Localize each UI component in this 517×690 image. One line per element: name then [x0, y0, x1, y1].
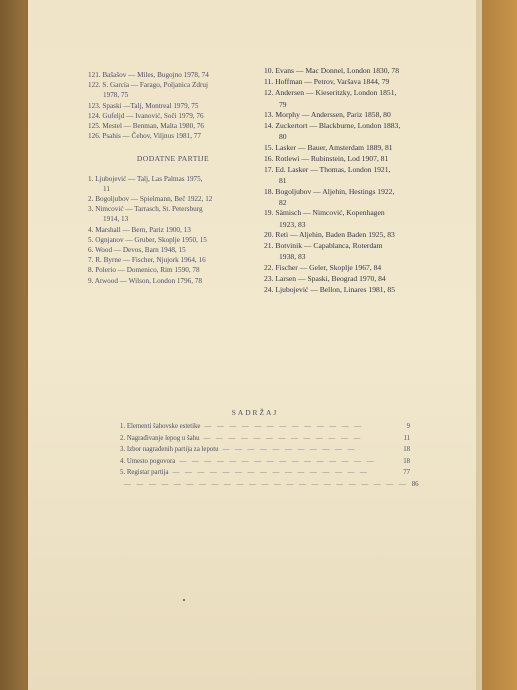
entry-text: Gufeljd — Ivanović, Soči 1979, 76	[102, 111, 204, 120]
game-entry	[88, 245, 258, 255]
entry-number: 1.	[88, 174, 94, 183]
entry-number: 10.	[264, 66, 274, 75]
game-entry	[264, 187, 450, 197]
entry-text: Larsen — Spaski, Beograd 1970, 84	[275, 274, 386, 284]
toc-item-number: 5.	[120, 469, 126, 477]
entry-continuation: 1938, 83	[279, 252, 306, 262]
game-entry	[88, 265, 258, 275]
toc-leader: — — — — — — — — — — — — — — — —	[172, 469, 369, 477]
entry-number: 18.	[264, 186, 274, 196]
toc-item-title: Umesto pogovora	[126, 457, 176, 465]
entry-number: 12.	[264, 88, 274, 98]
game-entry	[88, 204, 258, 214]
toc-item	[120, 480, 419, 493]
entry-text: Rotlewi — Rubinstein, Lod 1907, 81	[275, 154, 389, 164]
entry-text: Reti — Aljehin, Baden Baden 1925, 83	[275, 230, 395, 240]
desk-background-left	[0, 0, 30, 690]
entry-number: 6.	[88, 246, 94, 255]
game-entry	[264, 154, 450, 164]
game-entry	[88, 111, 258, 121]
toc-item-number: 1.	[120, 423, 126, 430]
game-entry	[88, 235, 258, 245]
game-entry	[88, 225, 258, 235]
toc-leader: — — — — — — — — — — — — —	[203, 434, 363, 442]
entry-number: 9.	[88, 276, 94, 285]
game-entry	[88, 255, 258, 265]
toc-item	[120, 446, 410, 458]
game-entry	[264, 165, 450, 175]
toc-item-label	[120, 458, 175, 465]
entry-number: 121.	[88, 71, 101, 79]
toc-leader: — — — — — — — — — — — — — — — —	[179, 457, 376, 465]
game-entry	[264, 88, 450, 98]
toc-leader: — — — — — — — — — — — — —	[204, 423, 364, 430]
toc-title: SADRŽAJ	[231, 408, 279, 417]
entry-text: Bogoljubov — Spielmann, Beč 1922, 12	[95, 195, 213, 204]
entry-text: Fischer — Geler, Skoplje 1967, 84	[275, 262, 382, 272]
entry-number: 3.	[88, 205, 94, 214]
entry-text: Polerio — Domenico, Rim 1590, 78	[95, 266, 200, 275]
game-entry	[264, 143, 450, 153]
entry-number: 19.	[264, 208, 274, 218]
game-entry	[264, 274, 450, 284]
entry-number: 16.	[264, 154, 274, 164]
toc-leader: — — — — — — — — — — — — — — — — — — — — — — —	[124, 480, 408, 488]
toc-item-label	[120, 423, 200, 430]
toc-page-number: 9	[406, 423, 410, 430]
toc-leader: — — — — — — — — — — —	[222, 446, 357, 454]
entry-number: 15.	[264, 142, 274, 152]
entry-text: Marshall — Bern, Pariz 1900, 13	[95, 225, 191, 234]
toc-item-title: Registar partija	[126, 469, 169, 477]
entry-number: 2.	[88, 195, 94, 204]
additional-games-list	[88, 174, 258, 286]
entry-number: 123.	[88, 101, 101, 110]
game-entry	[264, 285, 450, 295]
entry-continuation: 81	[279, 176, 287, 186]
entry-continuation: 1978, 75	[103, 91, 129, 100]
toc-page-number: 86	[411, 480, 419, 488]
entry-text: Atwood — Wilson, London 1796, 78	[94, 276, 202, 285]
entry-number: 7.	[88, 256, 94, 265]
entry-number: 23.	[264, 274, 274, 284]
entry-number: 124.	[88, 111, 101, 120]
toc-item-label	[120, 446, 219, 453]
entry-text: Bašašov — Miles, Bugojno 1978, 74	[102, 71, 209, 79]
entry-number: 20.	[264, 230, 274, 240]
entry-text: Spaski —Talj, Montreal 1979, 75	[102, 101, 199, 110]
entry-number: 126.	[88, 132, 101, 141]
entry-text: Botvinik — Capablanca, Roterdam	[275, 241, 383, 251]
toc-page-number: 77	[403, 469, 410, 477]
game-entry	[88, 80, 258, 90]
entry-number: 17.	[264, 165, 274, 175]
game-entry	[264, 110, 450, 120]
game-entry	[88, 194, 258, 204]
entry-continuation: 82	[279, 198, 287, 208]
entry-number: 11.	[264, 77, 274, 87]
game-entry	[88, 121, 258, 131]
entry-text: Andersen — Kieseritzky, London 1851,	[274, 88, 397, 98]
game-entry	[264, 121, 450, 131]
toc-item	[120, 458, 410, 470]
entry-text: Ognjanov — Gruber, Skoplje 1950, 15	[95, 235, 207, 244]
entry-number: 14.	[264, 121, 274, 131]
game-entry	[264, 263, 450, 273]
entry-text: R. Byrne — Fischer, Njujork 1964, 16	[95, 256, 206, 265]
table-of-contents	[120, 408, 419, 493]
game-entry	[88, 101, 258, 111]
toc-page-number: 18	[403, 446, 410, 454]
toc-page-number: 11	[403, 434, 410, 442]
entry-text: Ljubojević — Bellon, Linares 1981, 85	[275, 285, 395, 295]
entry-text: Ed. Lasker — Thomas, London 1921,	[275, 165, 391, 175]
left-column	[88, 70, 258, 286]
entry-text: Sämisch — Nimcović, Kopenhagen	[275, 208, 385, 218]
page-edge	[476, 0, 482, 690]
entry-text: Zuckertort — Blackburne, London 1883,	[275, 121, 401, 131]
left-top-list	[88, 70, 258, 141]
entry-text: S. García — Farago, Poljanica Zdruj	[102, 81, 208, 90]
game-entry	[88, 276, 258, 286]
entry-number: 22.	[264, 262, 274, 272]
page-speck	[183, 599, 185, 601]
game-entry	[264, 77, 450, 87]
entry-text: Nimcović — Tarrasch, St. Petersburg	[95, 205, 203, 214]
entry-continuation: 1923, 83	[279, 219, 306, 229]
entry-number: 8.	[88, 266, 94, 275]
toc-item-number: 2.	[120, 434, 126, 442]
game-entry	[264, 66, 450, 76]
entry-number: 125.	[88, 122, 101, 131]
entry-text: Bogoljubov — Aljehin, Hestings 1922,	[275, 186, 395, 196]
entry-text: Hoffman — Petrov, Varšava 1844, 79	[275, 77, 390, 87]
toc-item-number: 4.	[120, 457, 126, 465]
toc-item-title: Izbor nagrađenih partija za lepotu	[126, 446, 219, 454]
right-column-list	[264, 66, 450, 296]
game-entry	[264, 208, 450, 218]
entry-number: 13.	[264, 110, 274, 120]
toc-item	[120, 423, 410, 435]
entry-continuation: 80	[279, 132, 287, 142]
entry-number: 5.	[88, 235, 94, 244]
toc-item-label	[120, 435, 199, 442]
entry-continuation: 79	[279, 99, 287, 109]
entry-continuation: 11	[103, 184, 110, 193]
toc-item-number: 3.	[120, 446, 126, 454]
entry-text: Psahis — Čehov, Viljnus 1981, 77	[102, 132, 201, 141]
entry-number: 21.	[264, 241, 274, 251]
toc-item-label	[120, 469, 169, 476]
game-entry	[88, 70, 258, 80]
entry-number: 24.	[264, 285, 274, 295]
entry-number: 4.	[88, 225, 94, 234]
toc-item-title: Elementi šahovske estetike	[126, 423, 201, 430]
entry-continuation: 1914, 13	[103, 215, 129, 224]
entry-number: 122.	[88, 81, 101, 90]
toc-item	[120, 469, 410, 481]
toc-page-number: 18	[403, 457, 410, 465]
entry-text: Ljubojević — Talj, Las Palmas 1975,	[95, 174, 203, 183]
toc-item-title: Nagrađivanje lepog u šahu	[126, 434, 200, 442]
desk-background-right	[477, 0, 517, 690]
section-heading: DODATNE PARTIJE	[136, 154, 210, 164]
toc-item	[120, 435, 410, 447]
toc-rows	[120, 423, 419, 493]
entry-text: Lasker — Bauer, Amsterdam 1889, 81	[275, 142, 393, 152]
game-entry	[264, 230, 450, 240]
entry-text: Mestel — Benman, Malta 1980, 76	[102, 122, 204, 131]
game-entry	[88, 174, 258, 184]
entry-text: Evans — Mac Donnel, London 1830, 78	[275, 66, 399, 75]
entry-text: Morphy — Anderssen, Pariz 1858, 80	[275, 110, 391, 120]
game-entry	[264, 241, 450, 251]
game-entry	[88, 131, 258, 141]
entry-text: Wood — Devos, Barn 1948, 15	[95, 246, 186, 255]
